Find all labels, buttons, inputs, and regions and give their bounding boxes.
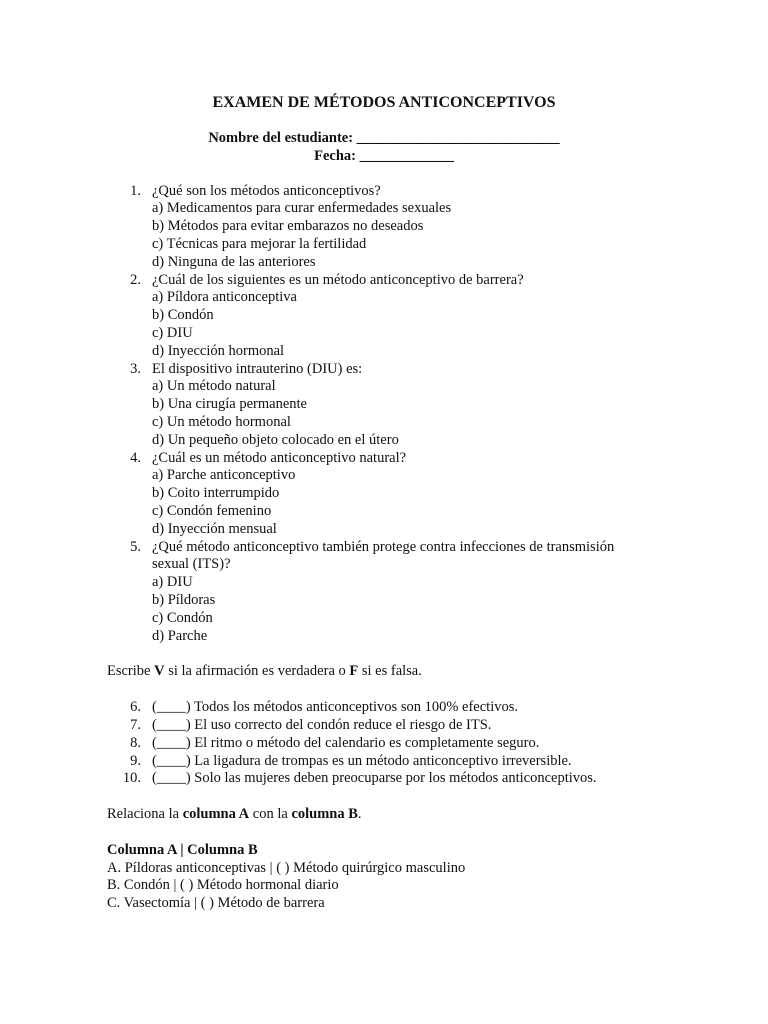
answer-option: d) Ninguna de las anteriores [152, 253, 316, 270]
student-name-line: Nombre del estudiante: ____________________________ [208, 130, 560, 146]
question-text: ¿Qué método anticonceptivo también protege contra infecciones de transmisión sexual (ITS)? [152, 538, 615, 573]
answer-option: b) Condón [152, 307, 214, 324]
question-number: 5. [130, 538, 141, 555]
matching-instructions [107, 806, 647, 824]
answer-option: a) Parche anticonceptivo [152, 467, 296, 484]
question-5 [107, 539, 647, 646]
instruction-suffix: si es falsa. [358, 663, 422, 680]
matching-header: Columna A | Columna B [107, 841, 258, 858]
instruction-prefix: Escribe [107, 663, 155, 680]
item-text: (____) La ligadura de trompas es un método anticonceptivo irreversible. [152, 752, 572, 769]
matching-row: B. Condón | ( ) Método hormonal diario [107, 877, 339, 894]
question-text: ¿Cuál de los siguientes es un método anticonceptivo de barrera? [152, 271, 524, 288]
question-number: 4. [130, 449, 141, 466]
instruction-f: F [349, 663, 359, 680]
answer-option: c) Condón femenino [152, 502, 272, 519]
true-false-items [107, 699, 647, 788]
true-false-item [107, 699, 647, 717]
question-text: El dispositivo intrauterino (DIU) es: [152, 360, 363, 377]
matching-row: A. Píldoras anticonceptivas | ( ) Método quirúrgico masculino [107, 859, 466, 876]
true-false-item [107, 717, 647, 735]
question-2 [107, 272, 647, 361]
item-number: 6. [130, 699, 141, 716]
item-text: (____) Solo las mujeres deben preocuparse por los métodos anticonceptivos. [152, 770, 597, 787]
answer-option: a) DIU [152, 574, 193, 591]
exam-document [107, 93, 647, 913]
instruction-v: V [154, 663, 165, 680]
question-number: 2. [130, 271, 141, 288]
intro-mid: con la [249, 806, 292, 823]
intro-column-b: columna B [291, 806, 358, 823]
answer-option: b) Coito interrumpido [152, 485, 280, 502]
true-false-instructions [107, 663, 647, 681]
answer-option: a) Un método natural [152, 378, 276, 395]
instruction-mid: si la afirmación es verdadera o [164, 663, 350, 680]
item-text: (____) El uso correcto del condón reduce el riesgo de ITS. [152, 716, 492, 733]
multiple-choice-questions [107, 183, 647, 646]
true-false-item [107, 753, 647, 771]
item-text: (____) El ritmo o método del calendario es completamente seguro. [152, 734, 540, 751]
question-1 [107, 183, 647, 272]
true-false-item [107, 770, 647, 788]
question-number: 3. [130, 360, 141, 377]
intro-prefix: Relaciona la [107, 806, 183, 823]
answer-option: b) Métodos para evitar embarazos no deseados [152, 218, 424, 235]
question-4 [107, 450, 647, 539]
answer-option: a) Píldora anticonceptiva [152, 289, 297, 306]
item-number: 7. [130, 716, 141, 733]
item-number: 10. [122, 770, 141, 787]
answer-option: d) Un pequeño objeto colocado en el útero [152, 431, 399, 448]
intro-suffix: . [357, 806, 362, 823]
true-false-item [107, 735, 647, 753]
answer-option: a) Medicamentos para curar enfermedades sexuales [152, 200, 452, 217]
answer-option: d) Inyección mensual [152, 520, 277, 537]
answer-option: d) Parche [152, 627, 208, 644]
answer-option: b) Píldoras [152, 591, 216, 608]
intro-column-a: columna A [182, 806, 250, 823]
item-text: (____) Todos los métodos anticonceptivos son 100% efectivos. [152, 699, 518, 716]
exam-title: EXAMEN DE MÉTODOS ANTICONCEPTIVOS [212, 94, 556, 111]
answer-option: c) Técnicas para mejorar la fertilidad [152, 235, 367, 252]
item-number: 9. [130, 752, 141, 769]
question-number: 1. [130, 182, 141, 199]
item-number: 8. [130, 734, 141, 751]
answer-option: b) Una cirugía permanente [152, 396, 307, 413]
answer-option: c) Condón [152, 609, 213, 626]
question-3 [107, 361, 647, 450]
answer-option: c) Un método hormonal [152, 413, 291, 430]
matching-row: C. Vasectomía | ( ) Método de barrera [107, 895, 325, 912]
answer-option: d) Inyección hormonal [152, 342, 285, 359]
question-text: ¿Cuál es un método anticonceptivo natural? [152, 449, 407, 466]
answer-option: c) DIU [152, 324, 193, 341]
question-text: ¿Qué son los métodos anticonceptivos? [152, 182, 381, 199]
date-line: Fecha: _____________ [314, 147, 454, 164]
